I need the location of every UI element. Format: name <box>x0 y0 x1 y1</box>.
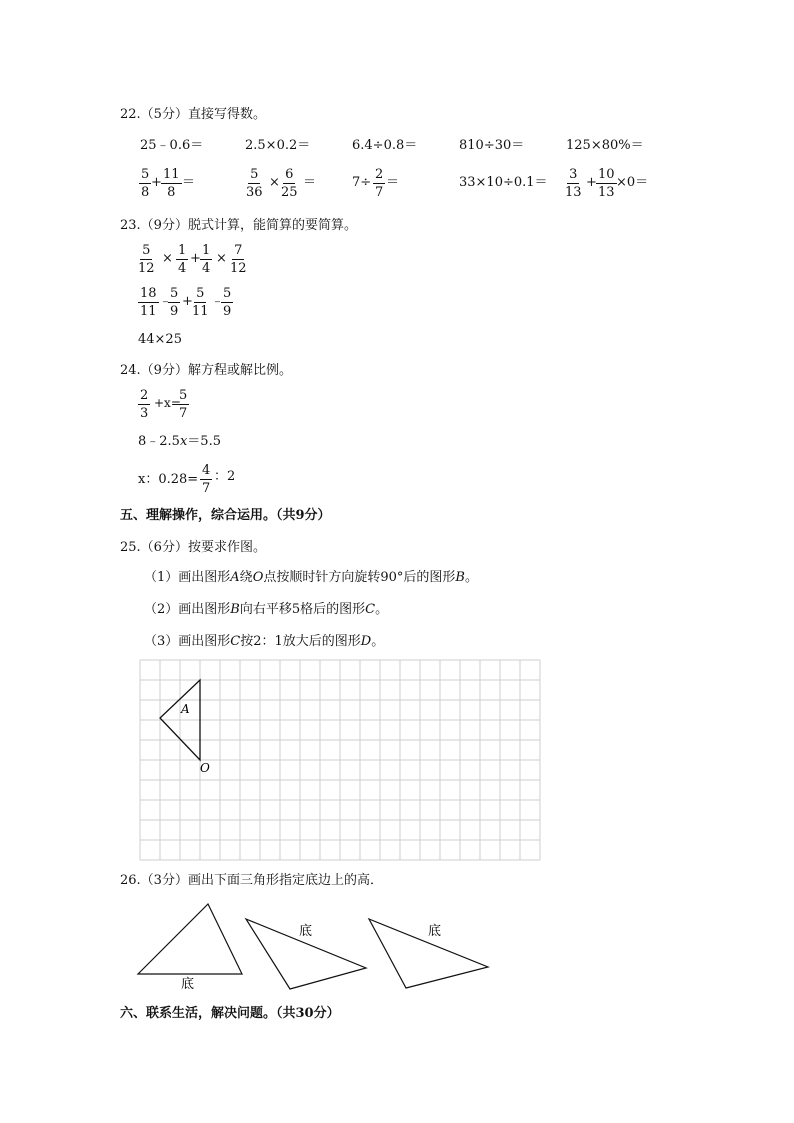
fraction: $\frac{18}{11}$ <box>140 286 157 319</box>
fraction: $\frac{2}{3}$ <box>140 388 149 421</box>
q22-r1-item3: 6.4÷0.8＝ <box>352 138 418 153</box>
operator: × <box>162 251 173 266</box>
fraction: $\frac{5}{36}$ <box>246 167 263 200</box>
fraction: $\frac{5}{11}$ <box>192 286 209 319</box>
equals: ＝ <box>303 175 317 190</box>
q22-r1-item2: 2.5×0.2＝ <box>245 138 311 153</box>
equation-middle: +x= <box>154 396 181 410</box>
fraction: $\frac{5}{12}$ <box>138 243 155 276</box>
operator: + <box>586 175 597 190</box>
q25-line1: （1）画出图形A绕O点按顺时针方向旋转90°后的图形B。 <box>144 570 478 585</box>
fraction: $\frac{5}{9}$ <box>170 286 179 319</box>
fraction: $\frac{11}{8}$ <box>163 167 180 200</box>
operator: ﹣ <box>159 294 173 309</box>
operator: + <box>151 175 162 190</box>
fraction: $\frac{10}{13}$ <box>598 167 615 200</box>
q25-line2: （2）画出图形B向右平移5格后的图形C。 <box>144 602 389 617</box>
q24-header: 24.（9分）解方程或解比例。 <box>120 363 292 378</box>
operator: ﹣ <box>211 294 225 309</box>
fraction: $\frac{7}{12}$ <box>230 243 247 276</box>
section6-title: 六、联系生活，解决问题。（共30分） <box>120 1006 340 1021</box>
label-a: A <box>181 702 190 716</box>
equals: ＝ <box>182 175 196 190</box>
expr-suffix: ×0＝ <box>616 175 649 190</box>
fraction: $\frac{3}{13}$ <box>565 167 582 200</box>
fraction: $\frac{5}{9}$ <box>223 286 232 319</box>
q24-eq2: 8﹣2.5x＝5.5 <box>138 434 221 449</box>
q22-r2-item4: 33×10÷0.1＝ <box>459 175 548 190</box>
triangles-figure <box>130 895 510 1000</box>
fraction: $\frac{5}{7}$ <box>179 388 188 421</box>
fraction: $\frac{1}{4}$ <box>178 243 187 276</box>
operator: + <box>182 294 193 309</box>
q23-header: 23.（9分）脱式计算，能简算的要简算。 <box>120 218 357 233</box>
q22-header: 22.（5分）直接写得数。 <box>120 107 266 122</box>
equals: ＝ <box>386 175 400 190</box>
q22-r1-item1: 25﹣0.6＝ <box>140 138 204 153</box>
section5-title: 五、理解操作，综合运用。（共9分） <box>120 508 331 523</box>
q22-r1-item4: 810÷30＝ <box>459 138 525 153</box>
q25-header: 25.（6分）按要求作图。 <box>120 540 266 555</box>
label-o: O <box>200 761 210 775</box>
base-label-2: 底 <box>299 924 313 939</box>
operator: × <box>269 175 280 190</box>
fraction: $\frac{5}{8}$ <box>141 167 150 200</box>
expr-prefix: 7÷ <box>352 175 372 190</box>
q22-r1-item5: 125×80%＝ <box>566 138 644 153</box>
base-label-3: 底 <box>428 924 442 939</box>
q25-line3: （3）画出图形C按2：1放大后的图形D。 <box>144 634 385 649</box>
base-label-1: 底 <box>181 977 195 992</box>
operator: + <box>190 251 201 266</box>
triangle-1 <box>138 904 242 974</box>
q26-header: 26.（3分）画出下面三角形指定底边上的高． <box>120 873 383 888</box>
fraction: $\frac{4}{7}$ <box>202 463 211 496</box>
fraction: $\frac{1}{4}$ <box>202 243 211 276</box>
equation-suffix: ：2 <box>214 469 236 484</box>
equation-prefix: x：0.28= <box>138 472 199 487</box>
fraction: $\frac{2}{7}$ <box>375 167 384 200</box>
fraction: $\frac{6}{25}$ <box>281 167 298 200</box>
grid-figure <box>139 659 541 861</box>
q23-expr3: 44×25 <box>138 332 182 347</box>
operator: × <box>216 251 227 266</box>
